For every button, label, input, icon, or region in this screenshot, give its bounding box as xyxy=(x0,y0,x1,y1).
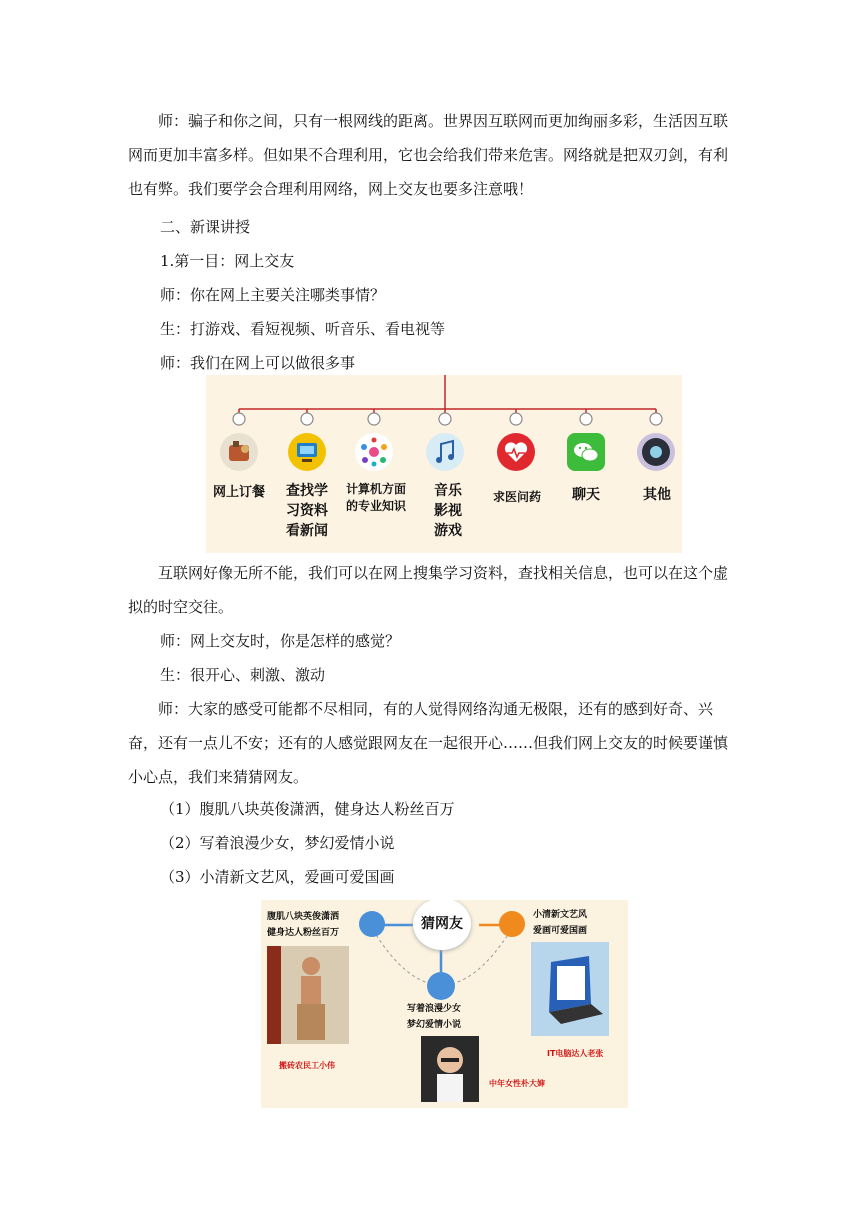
dialogue-line: 师：我们在网上可以做很多事 xyxy=(160,354,356,372)
man-photo xyxy=(267,946,349,1044)
subsection-heading: 1.第一目：网上交友 xyxy=(160,252,295,270)
list-item: （2）写着浪漫少女，梦幻爱情小说 xyxy=(160,834,395,852)
list-item: （3）小清新文艺风，爱画可爱国画 xyxy=(160,868,395,886)
left-node xyxy=(359,911,385,937)
bottom-text: 梦幻爱情小说 xyxy=(407,1020,462,1030)
left-text: 健身达人粉丝百万 xyxy=(267,928,340,938)
section-heading: 二、新课讲授 xyxy=(160,218,251,236)
list-item: （1）腹肌八块英俊潇洒，健身达人粉丝百万 xyxy=(160,800,455,818)
item-label: 聊天 xyxy=(572,487,600,503)
computer-icon xyxy=(355,433,393,471)
paragraph-internet: 互联网好像无所不能，我们可以在网上搜集学习资料，查找相关信息，也可以在这个虚拟的时空交往。 xyxy=(128,564,729,616)
left-caption: 搬砖农民工小伟 xyxy=(279,1061,335,1070)
food-icon xyxy=(220,433,258,471)
heart-icon xyxy=(497,433,535,471)
woman-photo xyxy=(421,1036,479,1102)
item-label: 网上订餐 xyxy=(212,485,265,500)
dialogue-line: 师：网上交友时，你是怎样的感觉？ xyxy=(160,632,401,650)
left-text: 腹肌八块英俊潇洒 xyxy=(267,912,340,922)
item-label: 音乐影视游戏 xyxy=(434,483,462,539)
item-label: 求医问药 xyxy=(492,490,541,504)
right-text: 爱画可爱国画 xyxy=(533,926,588,936)
internet-uses-diagram xyxy=(206,375,682,553)
center-label: 猜网友 xyxy=(421,916,463,932)
wechat-icon xyxy=(567,433,605,471)
bottom-text: 写着浪漫少女 xyxy=(407,1004,462,1014)
study-icon xyxy=(288,433,326,471)
right-node xyxy=(499,911,525,937)
paragraph-intro: 师：骗子和你之间，只有一根网线的距离。世界因互联网而更加绚丽多彩，生活因互联网而更加丰富多样。但如果不合理利用，它也会给我们带来危害。网络就是把双刃剑，有利也有弊。我们要学会合理利用网络，网上交友也要多注意哦！ xyxy=(128,112,729,198)
bottom-caption: 中年女性朴大婶 xyxy=(489,1079,545,1088)
other-icon xyxy=(637,433,675,471)
paragraph-feelings: 师：大家的感受可能都不尽相同，有的人觉得网络沟通无极限，还有的感到好奇、兴奋，还有一点儿不安；还有的人感觉跟网友在一起很开心……但我们网上交友的时候要谨慎小心点，我们来猜猜网友。 xyxy=(128,700,729,786)
right-text: 小清新文艺风 xyxy=(533,910,588,920)
laptop-photo xyxy=(531,942,609,1036)
dialogue-line: 生：很开心、刺激、激动 xyxy=(160,666,326,684)
bottom-node xyxy=(427,972,455,1000)
item-label: 查找学习资料看新闻 xyxy=(286,483,328,539)
item-label: 计算机方面的专业知识 xyxy=(346,482,407,513)
item-label: 其他 xyxy=(643,487,671,503)
right-caption: IT电脑达人老张 xyxy=(547,1049,604,1058)
dialogue-line: 生：打游戏、看短视频、听音乐、看电视等 xyxy=(160,320,446,338)
dialogue-line: 师：你在网上主要关注哪类事情？ xyxy=(160,286,386,304)
guess-netfriend-diagram xyxy=(261,900,628,1108)
music-icon xyxy=(426,433,464,471)
